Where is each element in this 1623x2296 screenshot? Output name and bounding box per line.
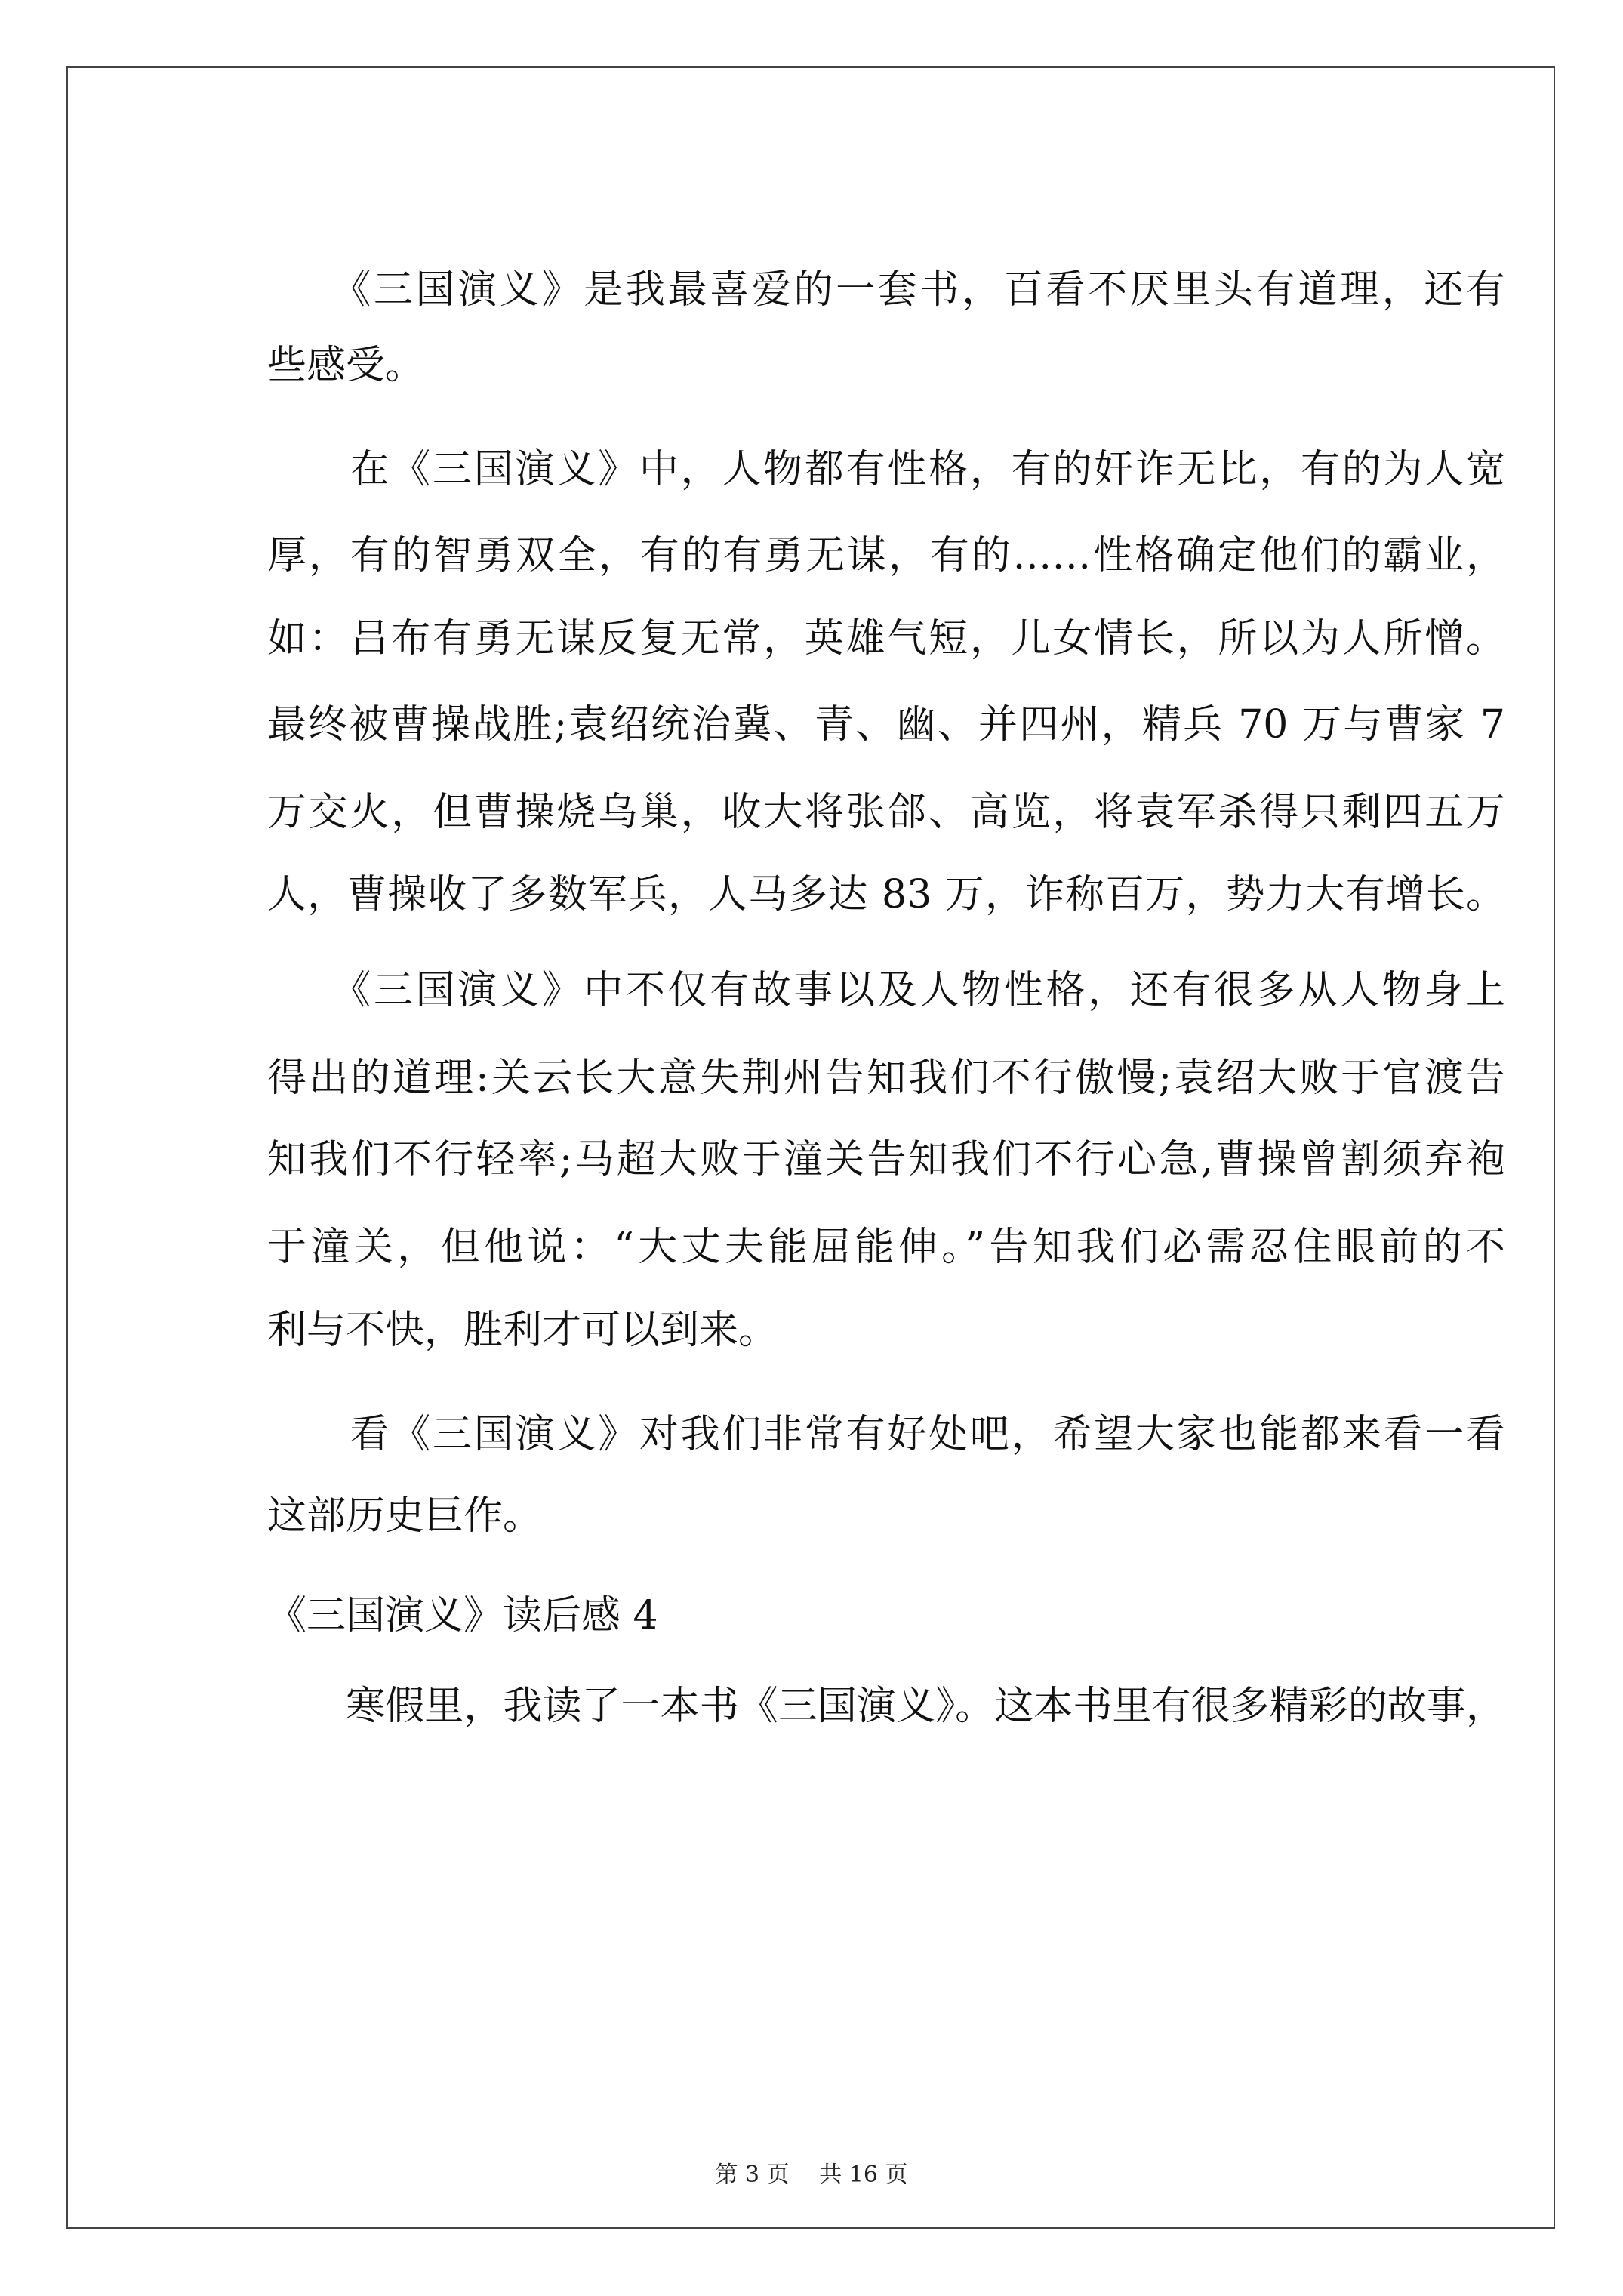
text-line: 些感受。: [267, 343, 425, 388]
text-line: 万交火，但曹操烧乌巢，收大将张郃、高览，将袁军杀得只剩四五万: [267, 790, 1505, 835]
text-line: 寒假里，我读了一本书《三国演义》。这本书里有很多精彩的故事，: [267, 1684, 1505, 1729]
text-line: 《三国演义》是我最喜爱的一套书，百看不厌里头有道理，还有: [267, 267, 1505, 313]
text-line: 如：吕布有勇无谋反复无常，英雄气短，儿女情长，所以为人所憎。: [267, 616, 1505, 661]
text-line: 《三国演义》中不仅有故事以及人物性格，还有很多从人物身上: [267, 968, 1505, 1013]
page-number-footer: 第 3 页 共 16 页: [715, 2162, 908, 2188]
text-line: 人，曹操收了多数军兵，人马多达 83 万，诈称百万，势力大有增长。: [267, 872, 1505, 917]
text-line: 在《三国演义》中，人物都有性格，有的奸诈无比，有的为人宽: [267, 447, 1505, 492]
text-line: 厚，有的智勇双全，有的有勇无谋，有的……性格确定他们的霸业，: [267, 533, 1505, 578]
text-line: 于潼关，但他说：“大丈夫能屈能伸。”告知我们必需忍住眼前的不: [267, 1225, 1505, 1270]
text-line: 最终被曹操战胜;袁绍统治冀、青、幽、并四州，精兵 70 万与曹家 7: [267, 702, 1505, 747]
text-line: 这部历史巨作。: [267, 1493, 543, 1539]
document-page: [66, 66, 1555, 2229]
section-heading: 《三国演义》读后感 4: [267, 1593, 658, 1638]
text-line: 利与不快，胜利才可以到来。: [267, 1308, 778, 1353]
text-line: 得出的道理:关云长大意失荆州告知我们不行傲慢;袁绍大败于官渡告: [267, 1056, 1505, 1101]
text-line: 知我们不行轻率;马超大败于潼关告知我们不行心急,曹操曾割须弃袍: [267, 1137, 1505, 1182]
text-line: 看《三国演义》对我们非常有好处吧，希望大家也能都来看一看: [267, 1412, 1505, 1457]
